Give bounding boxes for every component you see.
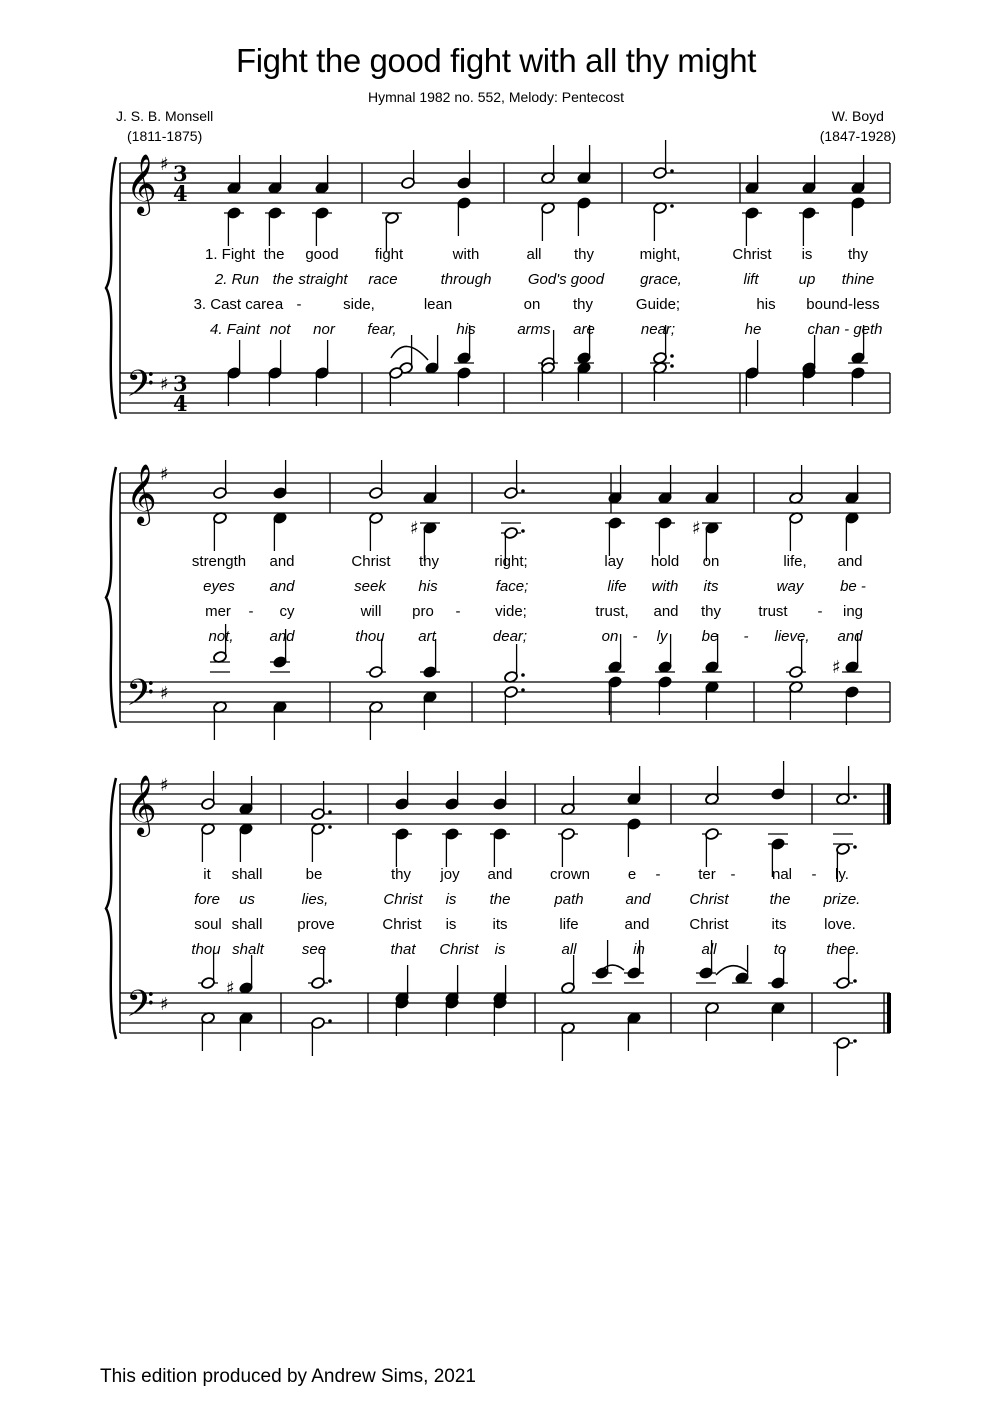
- lyric-syllable: near;: [640, 321, 676, 338]
- lyric-syllable: fight: [374, 246, 404, 263]
- lyric-syllable: thy: [418, 553, 440, 570]
- lyric-syllable: e: [627, 866, 637, 883]
- lyric-syllable: not: [269, 321, 291, 338]
- lyric-syllable: his: [418, 578, 438, 595]
- lyric-syllable: with: [452, 246, 480, 263]
- tenor-note-sharp: ♯: [226, 978, 235, 999]
- lyric-syllable: path: [554, 891, 584, 908]
- lyric-syllable: that: [390, 941, 416, 958]
- lyric-syllable: way: [776, 578, 804, 595]
- lyric-syllable: strength: [191, 553, 247, 570]
- lyric-syllable: thy: [573, 246, 595, 263]
- lyric-syllable: might,: [639, 246, 681, 263]
- lyric-syllable: Christ: [383, 891, 423, 908]
- lyric-syllable: and: [269, 628, 295, 645]
- lyric-syllable: and: [269, 578, 295, 595]
- lyric-syllable: bound-less: [806, 296, 880, 313]
- alto-note-sharp: ♯: [692, 518, 701, 539]
- key-signature-sharp: ♯: [160, 374, 169, 395]
- lyric-syllable: shalt: [232, 941, 264, 958]
- lyric-syllable: vide;: [495, 603, 527, 620]
- system-brace: [106, 778, 116, 1039]
- alto-note-dot: [328, 825, 332, 829]
- time-signature-digit: 4: [173, 391, 188, 416]
- lyric-syllable: the: [489, 891, 511, 908]
- tenor-note-dot: [328, 979, 332, 983]
- treble-clef-icon: 𝄞: [126, 464, 157, 524]
- lyric-syllable: 4. Faint: [209, 321, 261, 338]
- lyric-syllable: a: [274, 296, 284, 313]
- lyric-syllable: shall: [231, 866, 263, 883]
- lyric-syllable: the: [272, 271, 294, 288]
- system-brace: [106, 157, 116, 419]
- words-author: J. S. B. Monsell: [116, 108, 214, 124]
- lyric-syllable: life,: [783, 553, 807, 570]
- lyric-syllable: 1. Fight: [204, 246, 256, 263]
- lyric-syllable: will: [360, 603, 382, 620]
- lyric-syllable: its: [492, 916, 508, 933]
- lyric-syllable: all: [526, 246, 542, 263]
- tenor-note-dot: [853, 979, 857, 983]
- lyric-syllable: nal: [771, 866, 793, 883]
- lyric-syllable: us: [239, 891, 255, 908]
- lyric-syllable: to: [773, 941, 787, 958]
- lyric-syllable: on: [523, 296, 541, 313]
- alto-note-dot: [853, 845, 857, 849]
- lyric-syllable: thine: [841, 271, 875, 288]
- lyric-syllable: in: [633, 941, 645, 958]
- hymn-title: Fight the good fight with all thy might: [235, 42, 757, 79]
- lyric-syllable: thou: [191, 941, 221, 958]
- lyric-syllable: is: [494, 941, 506, 958]
- lyric-syllable: -: [817, 603, 823, 620]
- lyric-syllable: dear;: [492, 628, 528, 645]
- lyric-syllable: straight: [298, 271, 348, 288]
- tenor-note-sharp: ♯: [832, 657, 841, 678]
- lyric-syllable: prove: [297, 916, 335, 933]
- lyric-syllable: pro: [412, 603, 434, 620]
- lyric-syllable: be -: [840, 578, 866, 595]
- lyric-syllable: -: [655, 866, 661, 883]
- lyric-syllable: thy: [847, 246, 869, 263]
- lyric-syllable: race: [368, 271, 398, 288]
- lyric-syllable: his: [456, 321, 476, 338]
- lyric-syllable: thy: [390, 866, 412, 883]
- lyric-syllable: it: [203, 866, 211, 883]
- lyric-syllable: life: [607, 578, 627, 595]
- lyric-syllable: eyes: [203, 578, 235, 595]
- lyric-syllable: Christ: [732, 246, 772, 263]
- lyric-syllable: Christ: [689, 891, 729, 908]
- lyric-syllable: its: [703, 578, 719, 595]
- lyric-syllable: -: [730, 866, 736, 883]
- lyric-syllable: seek: [354, 578, 386, 595]
- soprano-note-dot: [670, 169, 674, 173]
- lyric-syllable: face;: [495, 578, 529, 595]
- lyric-syllable: crown: [549, 866, 591, 883]
- lyric-syllable: ly.: [835, 866, 849, 883]
- lyric-syllable: life: [559, 916, 579, 933]
- lyric-syllable: fore: [194, 891, 220, 908]
- lyric-syllable: right;: [494, 553, 528, 570]
- lyric-syllable: lean: [423, 296, 453, 313]
- time-signature-digit: 3: [173, 161, 188, 186]
- lyric-syllable: ly: [656, 628, 668, 645]
- lyric-syllable: 2. Run: [214, 271, 260, 288]
- lyric-syllable: lay: [604, 553, 624, 570]
- music-dates: (1847-1928): [819, 128, 896, 144]
- lyric-syllable: thy: [700, 603, 722, 620]
- tenor-note-dot: [521, 673, 525, 677]
- lyric-syllable: up: [798, 271, 816, 288]
- key-signature-sharp: ♯: [160, 775, 169, 796]
- lyric-syllable: lift: [743, 271, 759, 288]
- key-signature-sharp: ♯: [160, 154, 169, 175]
- time-signature-digit: 4: [173, 181, 188, 206]
- lyric-syllable: grace,: [640, 271, 682, 288]
- bass-note-dot: [521, 688, 525, 692]
- lyric-syllable: and: [625, 891, 651, 908]
- lyric-syllable: his: [756, 296, 776, 313]
- lyric-syllable: -: [248, 603, 254, 620]
- lyric-syllable: and: [653, 603, 679, 620]
- lyric-syllable: lieve,: [774, 628, 810, 645]
- lyric-syllable: Christ: [351, 553, 391, 570]
- lyric-syllable: is: [445, 891, 457, 908]
- lyric-syllable: ing: [842, 603, 864, 620]
- lyric-syllable: thy: [572, 296, 594, 313]
- lyric-syllable: through: [440, 271, 492, 288]
- lyric-syllable: thee.: [826, 941, 860, 958]
- lyric-syllable: soul: [194, 916, 222, 933]
- lyric-syllable: is: [801, 246, 813, 263]
- lyric-syllable: is: [445, 916, 457, 933]
- treble-clef-icon: 𝄞: [126, 775, 157, 835]
- lyric-syllable: be: [701, 628, 719, 645]
- lyric-syllable: lies,: [301, 891, 329, 908]
- lyric-syllable: are: [573, 321, 595, 338]
- lyric-syllable: love.: [824, 916, 856, 933]
- key-signature-sharp: ♯: [160, 683, 169, 704]
- final-barline-thick: [887, 784, 891, 824]
- lyric-syllable: all: [701, 941, 717, 958]
- tenor-note-dot: [670, 354, 674, 358]
- lyric-syllable: all: [561, 941, 577, 958]
- soprano-note-dot: [328, 810, 332, 814]
- lyric-syllable: on: [601, 628, 619, 645]
- bass-clef-icon: 𝄢: [126, 672, 155, 723]
- bass-note-dot: [328, 1019, 332, 1023]
- lyric-syllable: fear,: [367, 321, 397, 338]
- lyric-syllable: be: [305, 866, 323, 883]
- lyric-syllable: and: [487, 866, 513, 883]
- lyric-syllable: arms: [517, 321, 551, 338]
- lyric-syllable: side,: [343, 296, 375, 313]
- lyric-syllable: and: [837, 628, 863, 645]
- tenor-slur: [391, 346, 428, 360]
- lyric-syllable: -: [743, 628, 749, 645]
- lyric-syllable: -: [296, 296, 302, 313]
- lyric-syllable: shall: [231, 916, 263, 933]
- lyric-syllable: trust,: [595, 603, 629, 620]
- key-signature-sharp: ♯: [160, 994, 169, 1015]
- lyric-syllable: mer: [205, 603, 231, 620]
- alto-note-dot: [521, 529, 525, 533]
- lyric-syllable: trust: [758, 603, 788, 620]
- soprano-note-dot: [853, 795, 857, 799]
- lyric-syllable: 3. Cast care: [193, 296, 275, 313]
- lyric-syllable: Christ: [439, 941, 479, 958]
- lyric-syllable: nor: [313, 321, 335, 338]
- lyric-syllable: good: [305, 246, 339, 263]
- lyric-syllable: its: [771, 916, 787, 933]
- lyric-syllable: God's good: [527, 271, 605, 288]
- key-signature-sharp: ♯: [160, 464, 169, 485]
- lyric-syllable: thou: [355, 628, 385, 645]
- lyric-syllable: chan - geth: [807, 321, 883, 338]
- lyric-syllable: cy: [279, 603, 295, 620]
- time-signature-digit: 3: [173, 371, 188, 396]
- music-composer: W. Boyd: [831, 108, 884, 124]
- lyric-syllable: not,: [208, 628, 234, 645]
- lyric-syllable: and: [624, 916, 650, 933]
- words-dates: (1811-1875): [127, 128, 203, 144]
- treble-clef-icon: 𝄞: [126, 154, 157, 214]
- lyric-syllable: and: [837, 553, 863, 570]
- bass-clef-icon: 𝄢: [126, 983, 155, 1034]
- lyric-syllable: Guide;: [635, 296, 681, 313]
- lyric-syllable: and: [269, 553, 295, 570]
- bass-note-dot: [853, 1039, 857, 1043]
- bass-clef-icon: 𝄢: [126, 363, 155, 414]
- edition-credit: This edition produced by Andrew Sims, 2021: [100, 1366, 476, 1387]
- lyric-syllable: ter: [698, 866, 716, 883]
- system-brace: [106, 467, 116, 728]
- lyric-syllable: on: [702, 553, 720, 570]
- lyric-syllable: Christ: [689, 916, 729, 933]
- soprano-note-dot: [521, 489, 525, 493]
- lyric-syllable: art: [418, 628, 436, 645]
- alto-note-sharp: ♯: [410, 518, 419, 539]
- lyric-syllable: -: [455, 603, 461, 620]
- lyric-syllable: -: [811, 866, 817, 883]
- lyric-syllable: the: [769, 891, 791, 908]
- alto-note-dot: [670, 204, 674, 208]
- lyric-syllable: -: [632, 628, 638, 645]
- lyric-syllable: he: [744, 321, 762, 338]
- lyric-syllable: the: [263, 246, 285, 263]
- lyric-syllable: prize.: [823, 891, 861, 908]
- lyric-syllable: hold: [650, 553, 680, 570]
- hymn-subtitle: Hymnal 1982 no. 552, Melody: Pentecost: [367, 89, 625, 105]
- bass-note-dot: [670, 364, 674, 368]
- lyric-syllable: see: [301, 941, 327, 958]
- lyric-syllable: with: [651, 578, 679, 595]
- final-barline-thick: [887, 993, 891, 1033]
- lyric-syllable: joy: [440, 866, 460, 883]
- lyric-syllable: Christ: [382, 916, 422, 933]
